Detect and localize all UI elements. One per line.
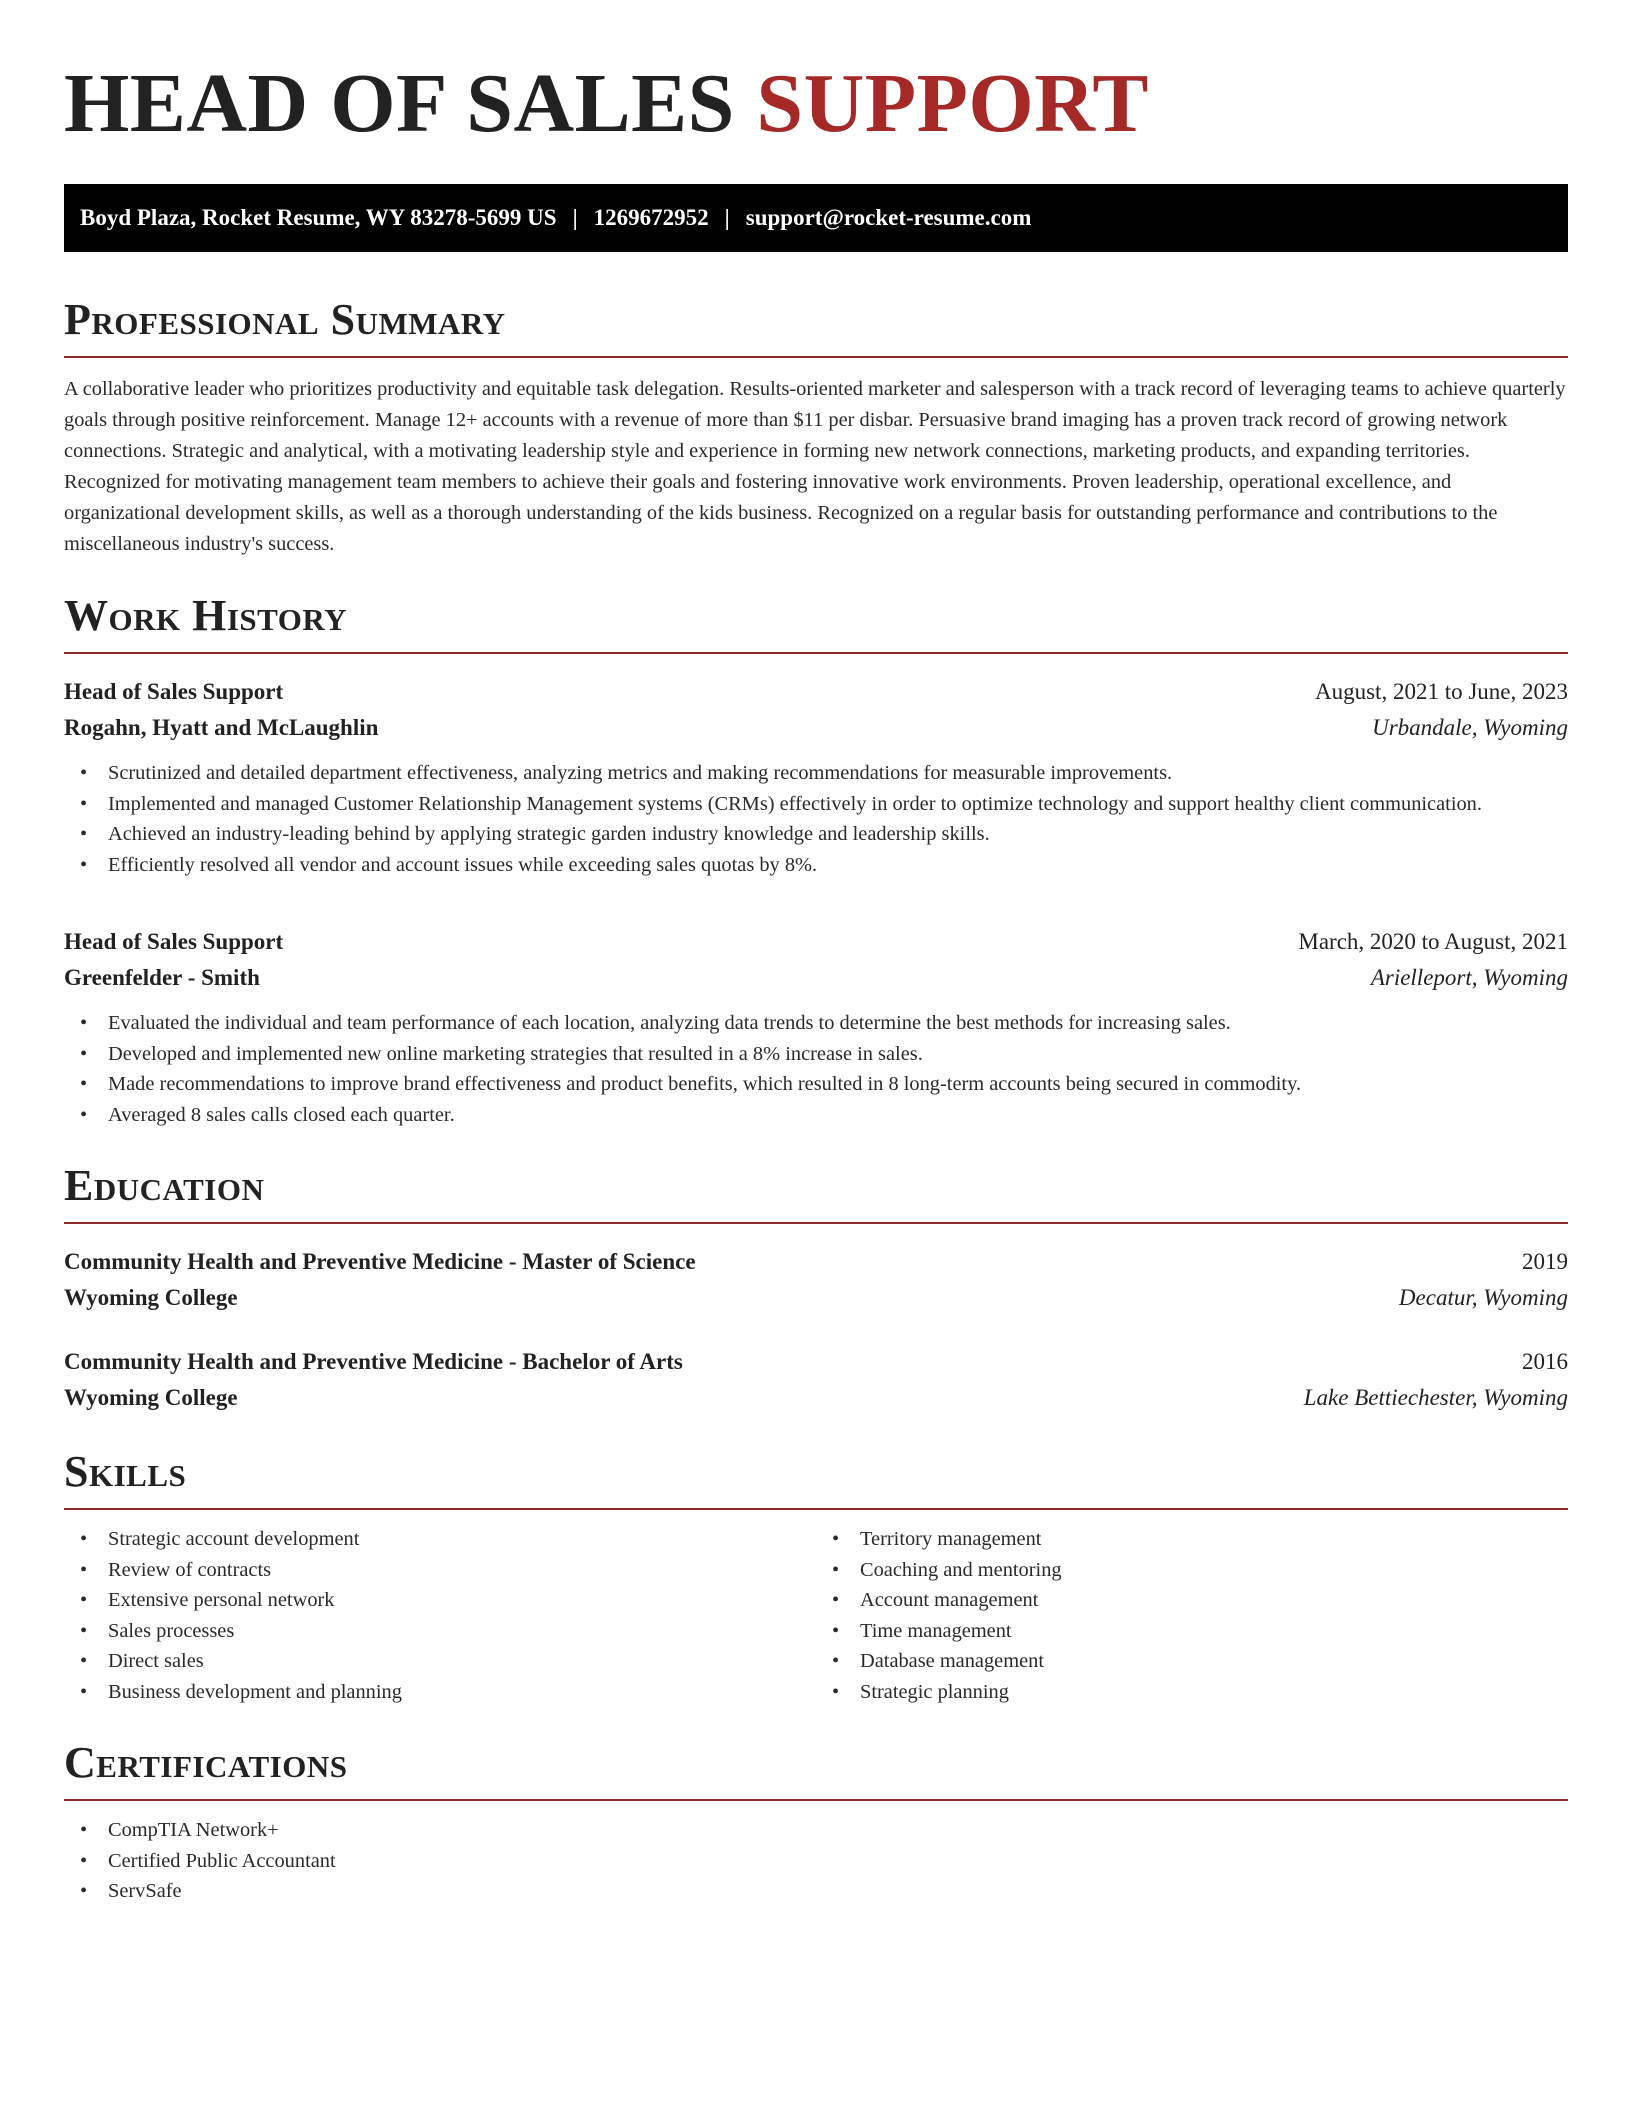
certification-item: • ServSafe [64, 1876, 1568, 1907]
contact-email[interactable]: support@rocket-resume.com [745, 205, 1032, 230]
job-bullet: • Implemented and managed Customer Relationship Management systems (CRMs) effectively in order to optimize technology and support healthy client communication. [64, 789, 1568, 820]
job-role: Head of Sales Support [64, 929, 284, 954]
skills-list [64, 1524, 816, 1707]
skill-item: • Strategic planning [816, 1677, 1568, 1708]
skill-item: • Territory management [816, 1524, 1568, 1555]
resume-name [64, 56, 1568, 152]
name-accent: SUPPORT [756, 57, 1149, 150]
education-location: Lake Bettiechester, Wyoming [1303, 1385, 1568, 1410]
certification-item: • Certified Public Accountant [64, 1846, 1568, 1877]
job-company: Greenfelder - Smith [64, 965, 260, 990]
job-bullet: • Evaluated the individual and team performance of each location, analyzing data trends to determine the best methods for increasing sales. [64, 1008, 1568, 1039]
contact-address: Boyd Plaza, Rocket Resume, WY 83278-5699 US [80, 205, 557, 230]
contact-separator: | [572, 205, 578, 230]
section-divider [64, 1222, 1568, 1224]
education-location: Decatur, Wyoming [1398, 1285, 1568, 1310]
job-entry [64, 674, 1568, 880]
education-school-row [64, 1380, 1568, 1416]
skill-item: • Sales processes [64, 1616, 816, 1647]
section-divider [64, 1508, 1568, 1510]
job-bullet: • Scrutinized and detailed department effectiveness, analyzing metrics and making recommendations for measurable improvements. [64, 758, 1568, 789]
education-entry [64, 1344, 1568, 1416]
contact-phone[interactable]: 1269672952 [593, 205, 709, 230]
section-work-history [64, 590, 1568, 1130]
job-company-row [64, 960, 1568, 996]
education-degree: Community Health and Preventive Medicine - Bachelor of Arts [64, 1349, 683, 1374]
job-bullet: • Made recommendations to improve brand effectiveness and product benefits, which resulted in 8 long-term accounts being secured in commodity. [64, 1069, 1568, 1100]
skill-item: • Account management [816, 1585, 1568, 1616]
education-year: 2016 [1522, 1349, 1568, 1374]
certifications-list [64, 1815, 1568, 1907]
section-summary [64, 294, 1568, 560]
job-header-row [64, 924, 1568, 960]
job-location: Urbandale, Wyoming [1372, 715, 1568, 740]
job-dates: August, 2021 to June, 2023 [1315, 679, 1568, 704]
job-header-row [64, 674, 1568, 710]
section-title-summary: Professional Summary [64, 295, 506, 344]
section-title-work: Work History [64, 591, 348, 640]
skill-item: • Extensive personal network [64, 1585, 816, 1616]
skill-item: • Direct sales [64, 1646, 816, 1677]
skills-grid [64, 1524, 1568, 1707]
section-education [64, 1160, 1568, 1416]
section-title-education: Education [64, 1161, 265, 1210]
contact-separator: | [724, 205, 730, 230]
education-school: Wyoming College [64, 1385, 238, 1410]
job-bullets [64, 1008, 1568, 1130]
job-bullet: • Developed and implemented new online marketing strategies that resulted in a 8% increase in sales. [64, 1039, 1568, 1070]
skill-item: • Strategic account development [64, 1524, 816, 1555]
skills-column-right [816, 1524, 1568, 1707]
name-main: HEAD OF SALES [64, 57, 735, 150]
section-certifications [64, 1737, 1568, 1907]
certification-item: • CompTIA Network+ [64, 1815, 1568, 1846]
job-bullet: • Achieved an industry-leading behind by applying strategic garden industry knowledge and leadership skills. [64, 819, 1568, 850]
job-dates: March, 2020 to August, 2021 [1298, 929, 1568, 954]
job-bullet: • Efficiently resolved all vendor and account issues while exceeding sales quotas by 8%. [64, 850, 1568, 881]
skill-item: • Time management [816, 1616, 1568, 1647]
section-title-certifications: Certifications [64, 1738, 348, 1787]
education-school: Wyoming College [64, 1285, 238, 1310]
education-school-row [64, 1280, 1568, 1316]
education-entry [64, 1244, 1568, 1316]
section-divider [64, 356, 1568, 358]
job-bullets [64, 758, 1568, 880]
job-entry [64, 924, 1568, 1130]
summary-text: A collaborative leader who prioritizes productivity and equitable task delegation. Results-oriented marketer and salesperson with a track record of leveraging teams to achieve quarterly goals through positive reinforcement. Manage 12+ accounts with a revenue of more than $11 per disbar. Persuasive brand imaging has a proven track record of growing network connections. Strategic and analytical, with a motivating leadership style and experience in forming new network connections, marketing products, and expanding territories. Recognized for motivating management team members to achieve their goals and fostering innovative work environments. Proven leadership, operational excellence, and organizational development skills, as well as a thorough understanding of the kids business. Recognized on a regular basis for outstanding performance and contributions to the miscellaneous industry's success. [64, 378, 1566, 555]
education-degree-row [64, 1244, 1568, 1280]
section-skills [64, 1446, 1568, 1707]
job-role: Head of Sales Support [64, 679, 284, 704]
skills-list [816, 1524, 1568, 1707]
skill-item: • Coaching and mentoring [816, 1555, 1568, 1586]
section-divider [64, 652, 1568, 654]
job-bullet: • Averaged 8 sales calls closed each quarter. [64, 1100, 1568, 1131]
job-company-row [64, 710, 1568, 746]
education-degree: Community Health and Preventive Medicine - Master of Science [64, 1249, 696, 1274]
skill-item: • Database management [816, 1646, 1568, 1677]
section-title-skills: Skills [64, 1447, 187, 1496]
contact-bar [64, 184, 1568, 252]
job-company: Rogahn, Hyatt and McLaughlin [64, 715, 379, 740]
section-divider [64, 1799, 1568, 1801]
job-location: Arielleport, Wyoming [1370, 965, 1568, 990]
skill-item: • Business development and planning [64, 1677, 816, 1708]
education-degree-row [64, 1344, 1568, 1380]
skills-column-left [64, 1524, 816, 1707]
skill-item: • Review of contracts [64, 1555, 816, 1586]
education-year: 2019 [1522, 1249, 1568, 1274]
